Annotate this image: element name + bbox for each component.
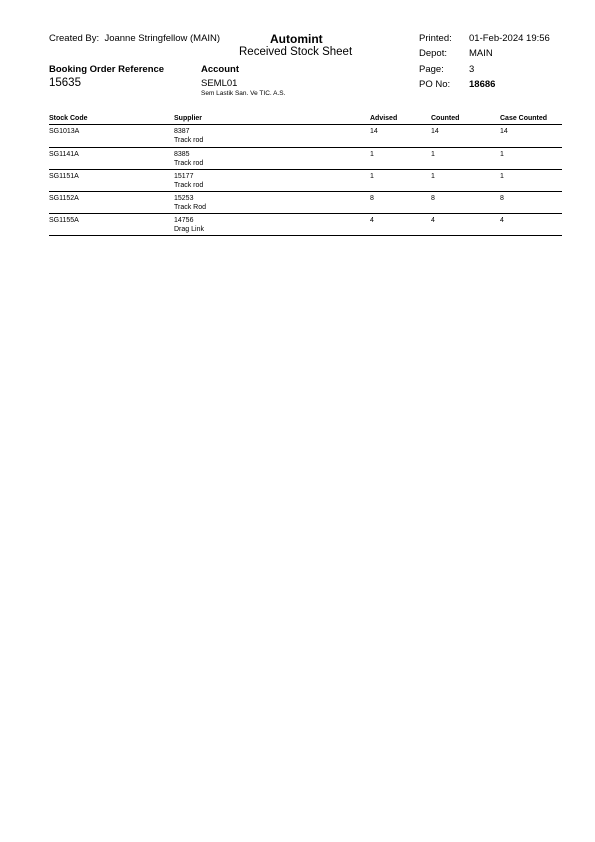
created-by <box>49 33 220 44</box>
account-name: Sem Lastik San. Ve TIC. A.S. <box>201 90 286 97</box>
item-description: Track rod <box>174 182 204 189</box>
printed-label: Printed: <box>419 33 452 44</box>
row-rule <box>49 213 562 214</box>
report-title: Received Stock Sheet <box>239 46 353 58</box>
col-counted: Counted <box>431 115 460 122</box>
advised-qty: 8 <box>370 195 374 202</box>
col-supplier: Supplier <box>174 115 203 122</box>
booking-ref-value: 15635 <box>49 77 81 89</box>
counted-qty: 1 <box>431 151 435 158</box>
advised-qty: 1 <box>370 151 374 158</box>
supplier-code: 8387 <box>174 128 190 135</box>
counted-qty: 4 <box>431 217 435 224</box>
supplier-code: 15177 <box>174 173 194 180</box>
po-label: PO No: <box>419 79 451 90</box>
account-code: SEML01 <box>201 78 238 89</box>
stock-code: SG1155A <box>49 217 79 224</box>
stock-code: SG1013A <box>49 128 80 135</box>
supplier-code: 14756 <box>174 217 194 224</box>
depot-value: MAIN <box>469 48 493 59</box>
case-counted-qty: 8 <box>500 195 504 202</box>
row-rule <box>49 235 562 236</box>
account-label: Account <box>201 64 239 75</box>
col-stock-code: Stock Code <box>49 115 88 122</box>
row-rule <box>49 191 562 192</box>
advised-qty: 1 <box>370 173 374 180</box>
supplier-code: 15253 <box>174 195 194 202</box>
item-description: Track rod <box>174 160 204 167</box>
po-value: 18686 <box>469 79 496 90</box>
item-description: Drag Link <box>174 226 204 233</box>
case-counted-qty: 14 <box>500 128 508 135</box>
item-description: Track Rod <box>174 204 207 211</box>
col-case-counted: Case Counted <box>500 115 548 122</box>
supplier-code: 8385 <box>174 151 190 158</box>
header-rule <box>49 124 562 125</box>
counted-qty: 8 <box>431 195 435 202</box>
created-by-label: Created By: <box>49 33 100 44</box>
stock-code: SG1151A <box>49 173 79 180</box>
row-rule <box>49 169 562 170</box>
case-counted-qty: 1 <box>500 173 504 180</box>
advised-qty: 4 <box>370 217 374 224</box>
booking-ref-label: Booking Order Reference <box>49 64 165 75</box>
printed-value: 01-Feb-2024 19:56 <box>469 33 550 44</box>
case-counted-qty: 1 <box>500 151 504 158</box>
page-label: Page: <box>419 64 444 75</box>
stock-code: SG1141A <box>49 151 79 158</box>
depot-label: Depot: <box>419 48 447 59</box>
company-name: Automint <box>270 32 323 46</box>
case-counted-qty: 4 <box>500 217 504 224</box>
counted-qty: 1 <box>431 173 435 180</box>
row-rule <box>49 147 562 148</box>
item-description: Track rod <box>174 137 204 144</box>
col-advised: Advised <box>370 115 398 122</box>
advised-qty: 14 <box>370 128 378 135</box>
stock-code: SG1152A <box>49 195 79 202</box>
counted-qty: 14 <box>431 128 439 135</box>
created-by-value: Joanne Stringfellow (MAIN) <box>104 33 221 44</box>
page-number: 3 <box>469 64 475 75</box>
